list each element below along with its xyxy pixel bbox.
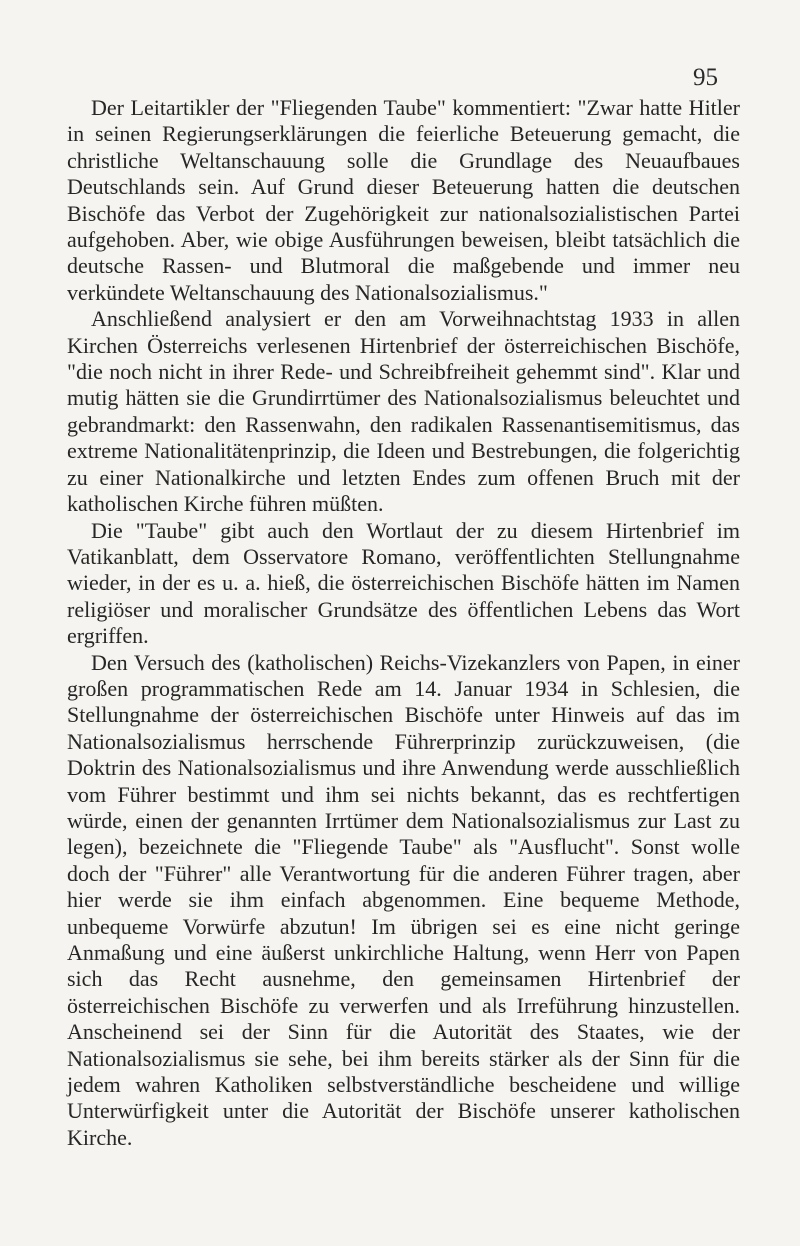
page-number: 95 — [693, 64, 718, 91]
body-text — [67, 95, 740, 1151]
paragraph: Der Leitartikler der "Fliegenden Taube" kommentiert: "Zwar hatte Hitler in seinen Regierungserklärungen die feierliche Beteuerung gemacht, die christliche Weltanschauung solle die Grundlage des Neuaufbaues Deutschlands sein. Auf Grund dieser Beteuerung hatten die deutschen Bischöfe das Verbot der Zugehörigkeit zur nationalsozialistischen Partei aufgehoben. Aber, wie obige Ausführungen beweisen, bleibt tatsächlich die deutsche Rassen- und Blutmoral die maßgebende und immer neu verkündete Weltanschauung des Nationalsozialismus." — [67, 95, 740, 305]
paragraph: Anschließend analysiert er den am Vorweihnachtstag 1933 in allen Kirchen Österreichs verlesenen Hirtenbrief der österreichischen Bischöfe, "die noch nicht in ihrer Rede- und Schreibfreiheit gehemmt sind". Klar und mutig hätten sie die Grundirrtümer des Nationalsozialismus beleuchtet und gebrandmarkt: den Rassenwahn, den radikalen Rassenantisemitismus, das extreme Nationalitätenprinzip, die Ideen und Bestrebungen, die folgerichtig zu einer Nationalkirche und letzten Endes zum offenen Bruch mit der katholischen Kirche führen müßten. — [67, 306, 740, 517]
paragraph: Die "Taube" gibt auch den Wortlaut der zu diesem Hirtenbrief im Vatikanblatt, dem Osservatore Romano, veröffentlichten Stellungnahme wieder, in der es u. a. hieß, die österreichischen Bischöfe hätten im Namen religiöser und moralischer Grundsätze des öffentlichen Lebens das Wort ergriffen. — [67, 517, 740, 649]
paragraph: Den Versuch des (katholischen) Reichs-Vizekanzlers von Papen, in einer großen programmatischen Rede am 14. Januar 1934 in Schlesien, die Stellungnahme der österreichischen Bischöfe unter Hinweis auf das im Nationalsozialismus herrschende Führerprinzip zurückzuweisen, (die Doktrin des Nationalsozialismus und ihre Anwendung werde ausschließlich vom Führer bestimmt und ihm sei nichts bekannt, das es rechtfertigen würde, einen der genannten Irrtümer dem Nationalsozialismus zur Last zu legen), bezeichnete die "Fliegende Taube" als "Ausflucht". Sonst wolle doch der "Führer" alle Verantwortung für die anderen Führer tragen, aber hier werde sie ihm einfach abgenommen. Eine bequeme Methode, unbequeme Vorwürfe abzutun! Im übrigen sei es eine nicht geringe Anmaßung und eine äußerst unkirchliche Haltung, wenn Herr von Papen sich das Recht ausnehme, den gemeinsamen Hirtenbrief der österreichischen Bischöfe zu verwerfen und als Irreführung hinzustellen. Anscheinend sei der Sinn für die Autorität des Staates, wie der Nationalsozialismus sie sehe, bei ihm bereits stärker als der Sinn für die jedem wahren Katholiken selbstverständliche bescheidene und willige Unterwürfigkeit unter die Autorität der Bischöfe unserer katholischen Kirche. — [67, 649, 740, 1150]
